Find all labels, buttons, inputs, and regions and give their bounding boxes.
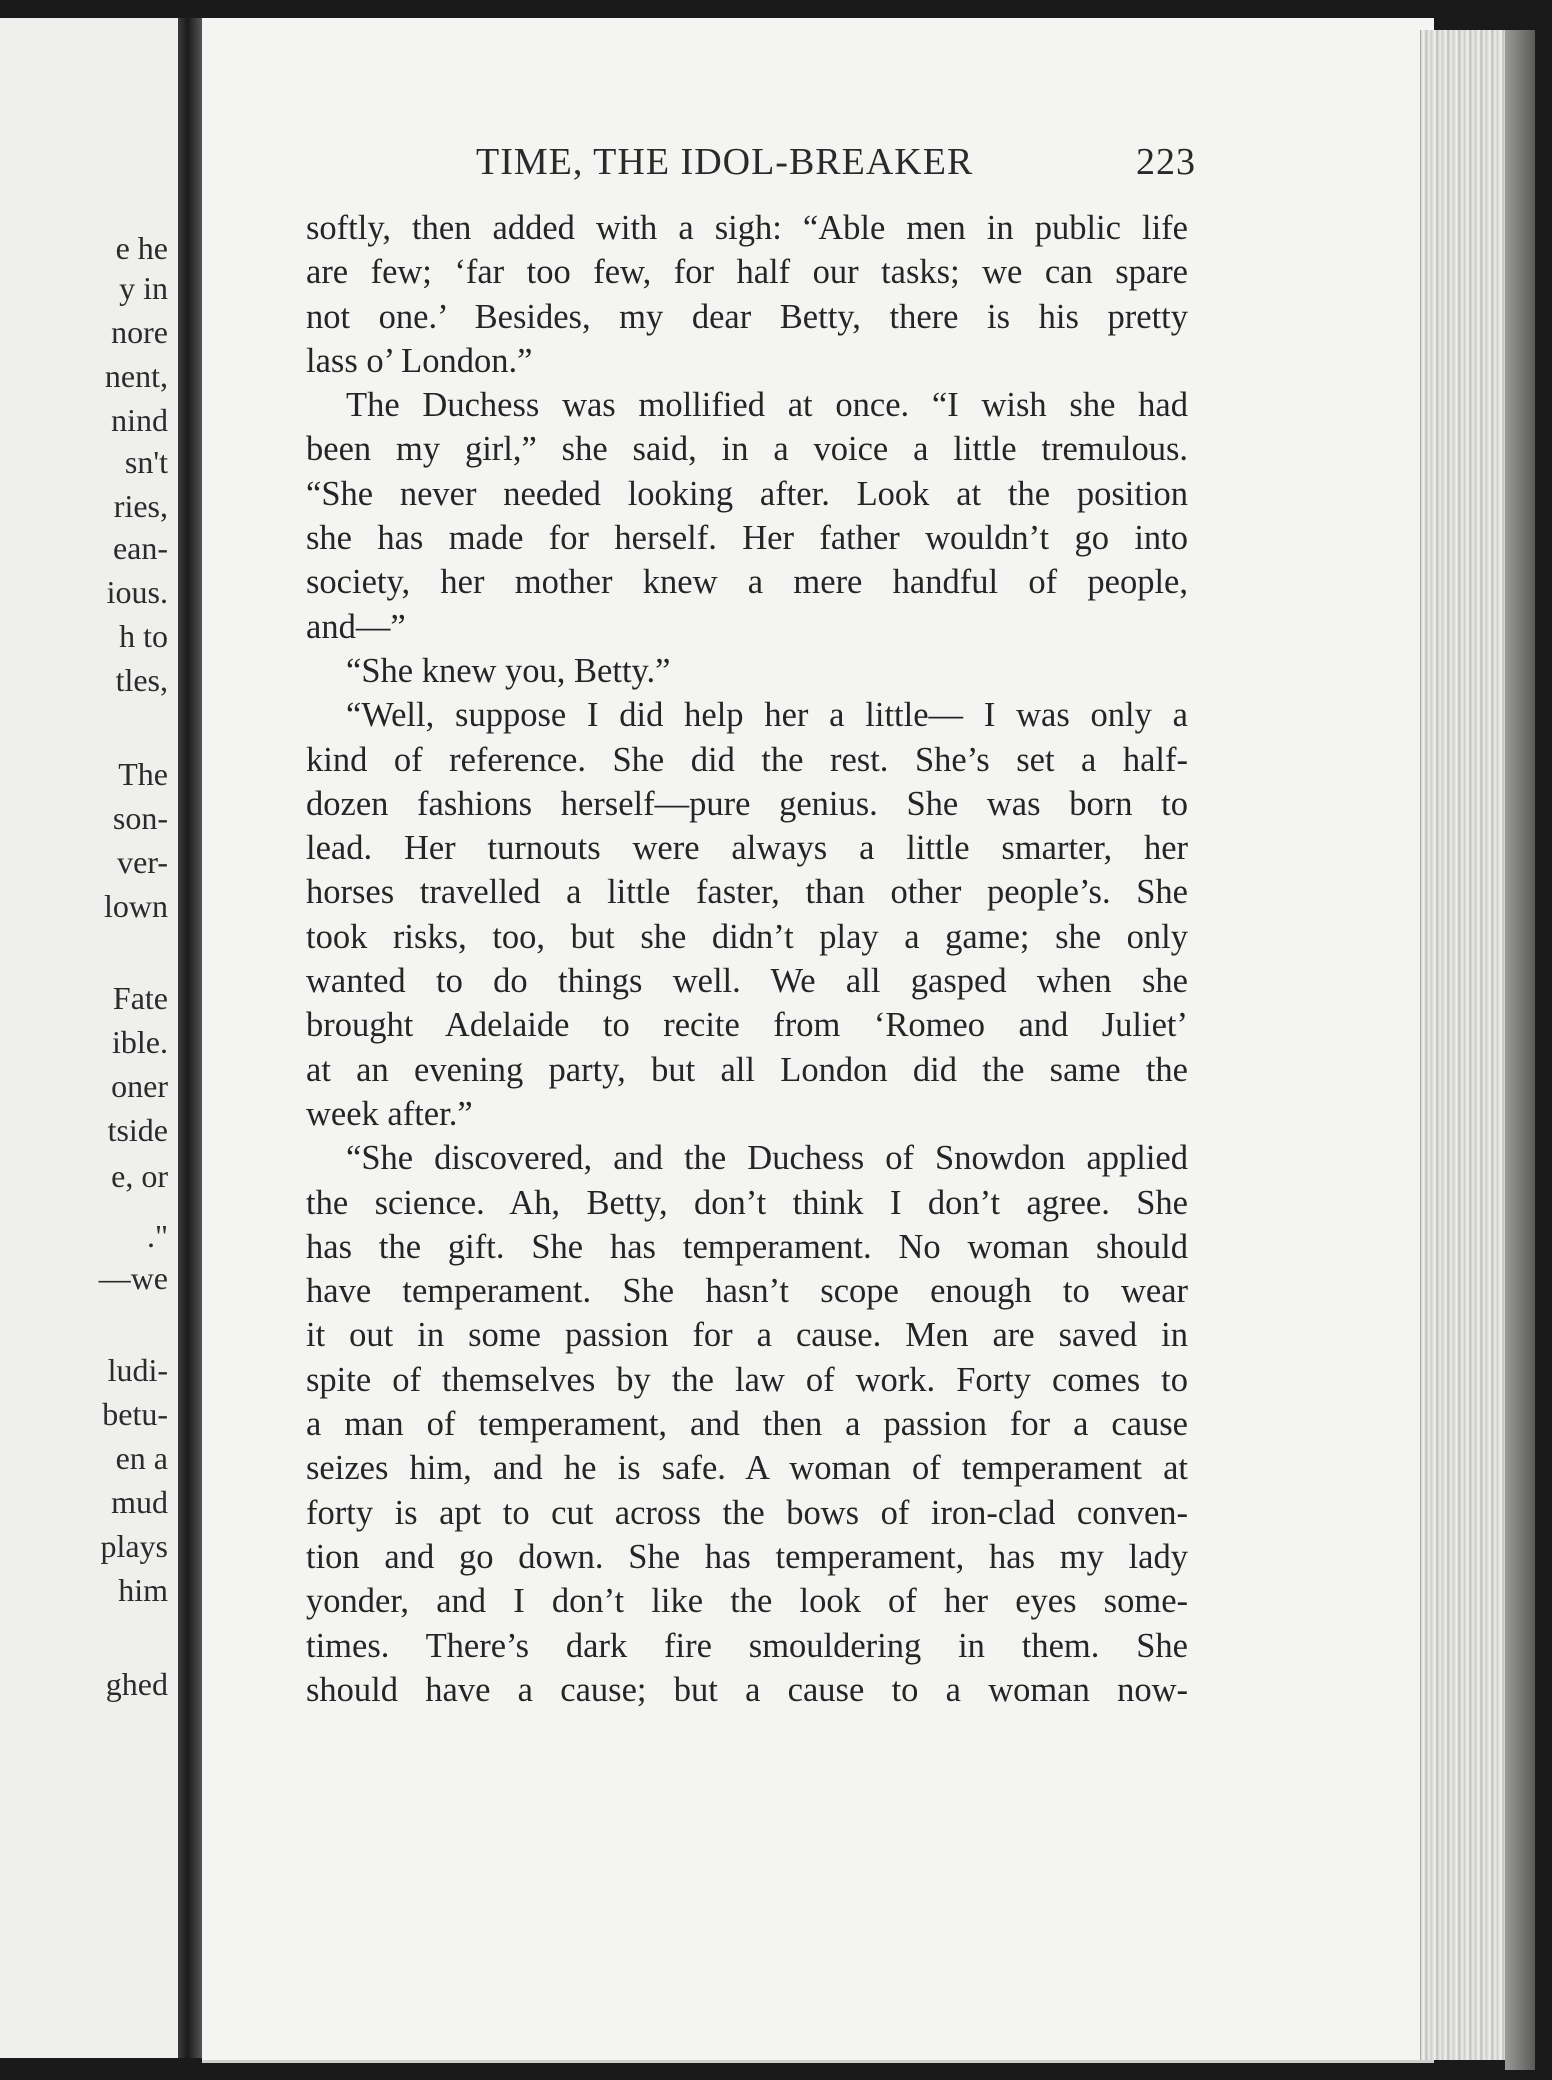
text-line: softly, then added with a sigh: “Able men in public life xyxy=(306,209,1188,247)
text-line: society, her mother knew a mere handful of people, xyxy=(306,563,1188,602)
text-line: been my girl,” she said, in a voice a little tremulous. xyxy=(306,430,1188,469)
text-line: should have a cause; but a cause to a woman now- xyxy=(306,1670,1188,1709)
running-head xyxy=(476,140,1196,188)
page-number: 223 xyxy=(1136,141,1196,183)
left-page-fragment: ries, xyxy=(113,488,168,524)
left-page-fragment: y in xyxy=(119,270,168,306)
text-line: spite of themselves by the law of work. Forty comes to xyxy=(306,1360,1188,1399)
text-line: at an evening party, but all London did the same the xyxy=(306,1050,1188,1089)
left-page-fragment: ible. xyxy=(112,1024,168,1060)
left-page-fragment: oner xyxy=(111,1068,168,1104)
text-line: “She knew you, Betty.” xyxy=(346,651,671,690)
left-page-fragment: tside xyxy=(107,1112,168,1148)
text-line: wanted to do things well. We all gasped when she xyxy=(306,962,1188,1001)
running-head-title: TIME, THE IDOL-BREAKER xyxy=(476,141,974,183)
text-line: and—” xyxy=(306,607,406,646)
left-page-fragment: lown xyxy=(104,888,168,924)
left-page-fragment: him xyxy=(118,1572,168,1608)
text-line: horses travelled a little faster, than other people’s. She xyxy=(306,873,1188,912)
text-line: lass o’ London.” xyxy=(306,341,533,380)
left-page-fragment: ious. xyxy=(106,574,168,610)
book-gutter xyxy=(178,18,202,2058)
text-line: “She discovered, and the Duchess of Snowdon applied xyxy=(346,1139,1188,1178)
left-page-fragment: e he xyxy=(115,230,168,266)
text-line: “Well, suppose I did help her a little— I was only a xyxy=(346,696,1188,735)
text-line: the science. Ah, Betty, don’t think I don’t agree. She xyxy=(306,1183,1188,1222)
text-line: lead. Her turnouts were always a little smarter, her xyxy=(306,829,1188,868)
left-page-fragment: Fate xyxy=(112,980,168,1016)
left-page-fragment: sn't xyxy=(124,444,168,480)
left-page-fragment: nind xyxy=(111,402,168,438)
left-page-fragment: ean- xyxy=(112,530,168,566)
text-line: tion and go down. She has temperament, has my lady xyxy=(306,1537,1188,1576)
text-line: has the gift. She has temperament. No woman should xyxy=(306,1227,1188,1266)
book-cover-edge xyxy=(1505,30,1535,2070)
left-page-fragment: nore xyxy=(111,314,168,350)
text-line: The Duchess was mollified at once. “I wish she had xyxy=(346,386,1188,425)
left-page-fragment: h to xyxy=(119,618,168,654)
left-page-fragment: son- xyxy=(112,800,168,836)
text-line: times. There’s dark fire smouldering in them. She xyxy=(306,1626,1188,1665)
text-line: a man of temperament, and then a passion for a cause xyxy=(306,1405,1188,1444)
left-page-fragment: ver- xyxy=(117,844,168,880)
text-line: “She never needed looking after. Look at the position xyxy=(306,474,1188,513)
left-page-fragment: en a xyxy=(115,1440,168,1476)
text-line: it out in some passion for a cause. Men are saved in xyxy=(306,1316,1188,1355)
text-line: seizes him, and he is safe. A woman of temperament at xyxy=(306,1449,1188,1488)
left-page-fragment: The xyxy=(118,756,168,792)
left-page-fragment: ludi- xyxy=(107,1352,168,1388)
left-page-fragment: nent, xyxy=(104,358,168,394)
left-page-fragment: ghed xyxy=(105,1666,168,1702)
left-page-fragment: tles, xyxy=(115,662,168,698)
left-page-fragment: —we xyxy=(98,1260,168,1296)
left-page-fragment: betu- xyxy=(102,1396,168,1432)
text-line: yonder, and I don’t like the look of her eyes some- xyxy=(306,1582,1188,1621)
text-line: forty is apt to cut across the bows of iron-clad conven- xyxy=(306,1493,1188,1532)
left-page-fragment: mud xyxy=(111,1484,168,1520)
text-line: dozen fashions herself—pure genius. She was born to xyxy=(306,784,1188,823)
left-page-fragment: ." xyxy=(146,1218,168,1254)
left-page-fragment: plays xyxy=(100,1528,168,1564)
left-page-fragment: e, or xyxy=(111,1158,168,1194)
text-line: are few; ‘far too few, for half our tasks; we can spare xyxy=(306,253,1188,292)
text-line: not one.’ Besides, my dear Betty, there is his pretty xyxy=(306,297,1188,336)
text-line: kind of reference. She did the rest. She’s set a half- xyxy=(306,740,1188,779)
text-line: brought Adelaide to recite from ‘Romeo and Juliet’ xyxy=(306,1006,1188,1045)
text-line: took risks, too, but she didn’t play a game; she only xyxy=(306,917,1188,956)
text-line: week after.” xyxy=(306,1094,473,1133)
text-line: have temperament. She hasn’t scope enough to wear xyxy=(306,1272,1188,1311)
text-line: she has made for herself. Her father wouldn’t go into xyxy=(306,519,1188,558)
page-body-text xyxy=(306,206,1188,1712)
left-page xyxy=(0,18,181,2058)
